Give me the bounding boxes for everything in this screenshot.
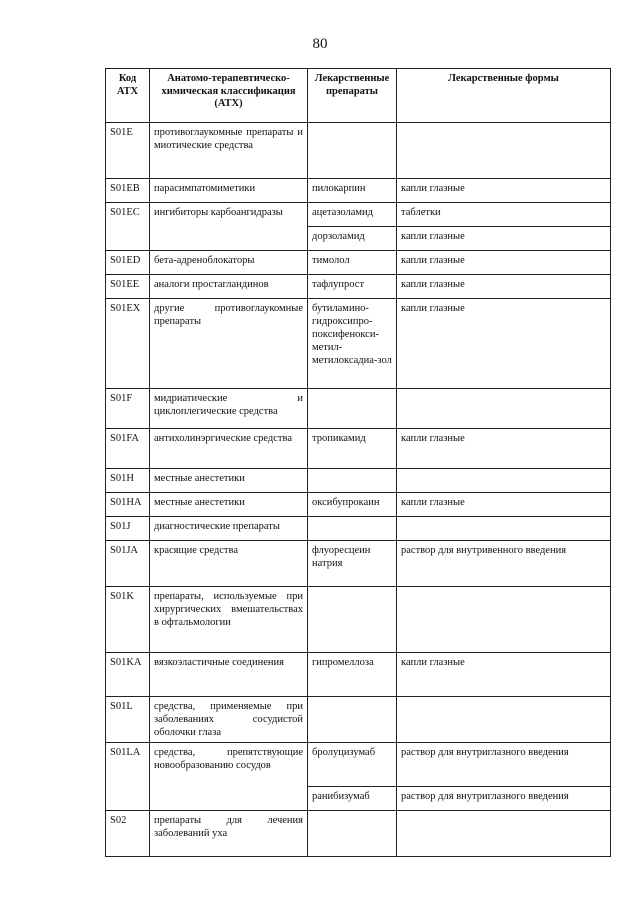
- dosage-form-cell: капли глазные: [397, 493, 611, 517]
- atx-code-cell: S01EB: [106, 179, 150, 203]
- drug-cell: [308, 811, 397, 857]
- dosage-form-cell: таблетки: [397, 203, 611, 227]
- dosage-form-cell: [397, 697, 611, 743]
- dosage-form-cell: капли глазные: [397, 653, 611, 697]
- atx-code-cell: S02: [106, 811, 150, 857]
- drug-cell: [308, 587, 397, 653]
- classification-cell: диагностические препараты: [150, 517, 308, 541]
- drug-cell: ацетазоламид: [308, 203, 397, 227]
- drug-cell: дорзоламид: [308, 227, 397, 251]
- classification-cell: аналоги простагландинов: [150, 275, 308, 299]
- drug-cell: флуоресцеин натрия: [308, 541, 397, 587]
- table-row: [106, 251, 611, 275]
- table-row: [106, 743, 611, 787]
- table-row: [106, 123, 611, 179]
- header-classification: Анатомо-терапевтическо-химическая классификация (АТХ): [150, 69, 308, 123]
- classification-cell: местные анестетики: [150, 469, 308, 493]
- dosage-form-cell: капли глазные: [397, 251, 611, 275]
- drug-cell: пилокарпин: [308, 179, 397, 203]
- dosage-form-cell: [397, 389, 611, 429]
- table-row: [106, 469, 611, 493]
- table-row: [106, 541, 611, 587]
- classification-cell: вязкоэластичные соединения: [150, 653, 308, 697]
- dosage-form-cell: капли глазные: [397, 179, 611, 203]
- dosage-form-cell: раствор для внутривенного введения: [397, 541, 611, 587]
- table-row: [106, 389, 611, 429]
- table-row: [106, 587, 611, 653]
- table-row: [106, 299, 611, 389]
- dosage-form-cell: [397, 469, 611, 493]
- atx-code-cell: S01K: [106, 587, 150, 653]
- atx-code-cell: S01J: [106, 517, 150, 541]
- classification-cell: ингибиторы карбоангидразы: [150, 203, 308, 251]
- header-drugs: Лекарственные препараты: [308, 69, 397, 123]
- drug-cell: гипромеллоза: [308, 653, 397, 697]
- table-row: [106, 697, 611, 743]
- table-row: [106, 517, 611, 541]
- atx-code-cell: S01JA: [106, 541, 150, 587]
- atx-code-cell: S01HA: [106, 493, 150, 517]
- dosage-form-cell: раствор для внутриглазного введения: [397, 743, 611, 787]
- table-row: [106, 493, 611, 517]
- table-body: [106, 123, 611, 857]
- table-row: [106, 275, 611, 299]
- atx-code-cell: S01E: [106, 123, 150, 179]
- dosage-form-cell: капли глазные: [397, 429, 611, 469]
- header-forms: Лекарственные формы: [397, 69, 611, 123]
- atx-code-cell: S01L: [106, 697, 150, 743]
- dosage-form-cell: [397, 517, 611, 541]
- dosage-form-cell: раствор для внутриглазного введения: [397, 787, 611, 811]
- atx-code-cell: S01F: [106, 389, 150, 429]
- dosage-form-cell: [397, 587, 611, 653]
- classification-cell: бета-адреноблокаторы: [150, 251, 308, 275]
- classification-cell: средства, применяемые при заболеваниях сосудистой оболочки глаза: [150, 697, 308, 743]
- classification-cell: противоглаукомные препараты и миотические средства: [150, 123, 308, 179]
- dosage-form-cell: капли глазные: [397, 275, 611, 299]
- dosage-form-cell: капли глазные: [397, 227, 611, 251]
- classification-cell: местные анестетики: [150, 493, 308, 517]
- table-row: [106, 811, 611, 857]
- drug-cell: тропикамид: [308, 429, 397, 469]
- table-header-row: [106, 69, 611, 123]
- atx-code-cell: S01EC: [106, 203, 150, 251]
- classification-cell: парасимпатомиметики: [150, 179, 308, 203]
- header-code: Код АТХ: [106, 69, 150, 123]
- classification-cell: мидриатические и циклоплегические средства: [150, 389, 308, 429]
- classification-cell: другие противоглаукомные препараты: [150, 299, 308, 389]
- drug-cell: [308, 389, 397, 429]
- drug-cell: [308, 123, 397, 179]
- page-number: 80: [312, 36, 328, 52]
- drug-cell: [308, 517, 397, 541]
- drug-cell: ранибизумаб: [308, 787, 397, 811]
- table-row: [106, 203, 611, 227]
- classification-cell: препараты, используемые при хирургических вмешательствах в офтальмологии: [150, 587, 308, 653]
- drug-cell: бролуцизумаб: [308, 743, 397, 787]
- atx-code-cell: S01LA: [106, 743, 150, 811]
- table-row: [106, 429, 611, 469]
- drug-cell: бутиламино-гидроксипро-поксифенокси-метил-метилоксадиа-зол: [308, 299, 397, 389]
- dosage-form-cell: [397, 123, 611, 179]
- drug-cell: оксибупрокаин: [308, 493, 397, 517]
- dosage-form-cell: капли глазные: [397, 299, 611, 389]
- atx-table: [105, 68, 611, 857]
- table-row: [106, 179, 611, 203]
- classification-cell: средства, препятствующие новообразованию сосудов: [150, 743, 308, 811]
- drug-cell: тафлупрост: [308, 275, 397, 299]
- atx-code-cell: S01KA: [106, 653, 150, 697]
- atx-code-cell: S01EE: [106, 275, 150, 299]
- drug-cell: [308, 469, 397, 493]
- classification-cell: антихолинэргические средства: [150, 429, 308, 469]
- drug-cell: тимолол: [308, 251, 397, 275]
- atx-code-cell: S01H: [106, 469, 150, 493]
- table-row: [106, 653, 611, 697]
- classification-cell: красящие средства: [150, 541, 308, 587]
- atx-code-cell: S01ED: [106, 251, 150, 275]
- dosage-form-cell: [397, 811, 611, 857]
- drug-cell: [308, 697, 397, 743]
- classification-cell: препараты для лечения заболеваний уха: [150, 811, 308, 857]
- atx-code-cell: S01FA: [106, 429, 150, 469]
- atx-code-cell: S01EX: [106, 299, 150, 389]
